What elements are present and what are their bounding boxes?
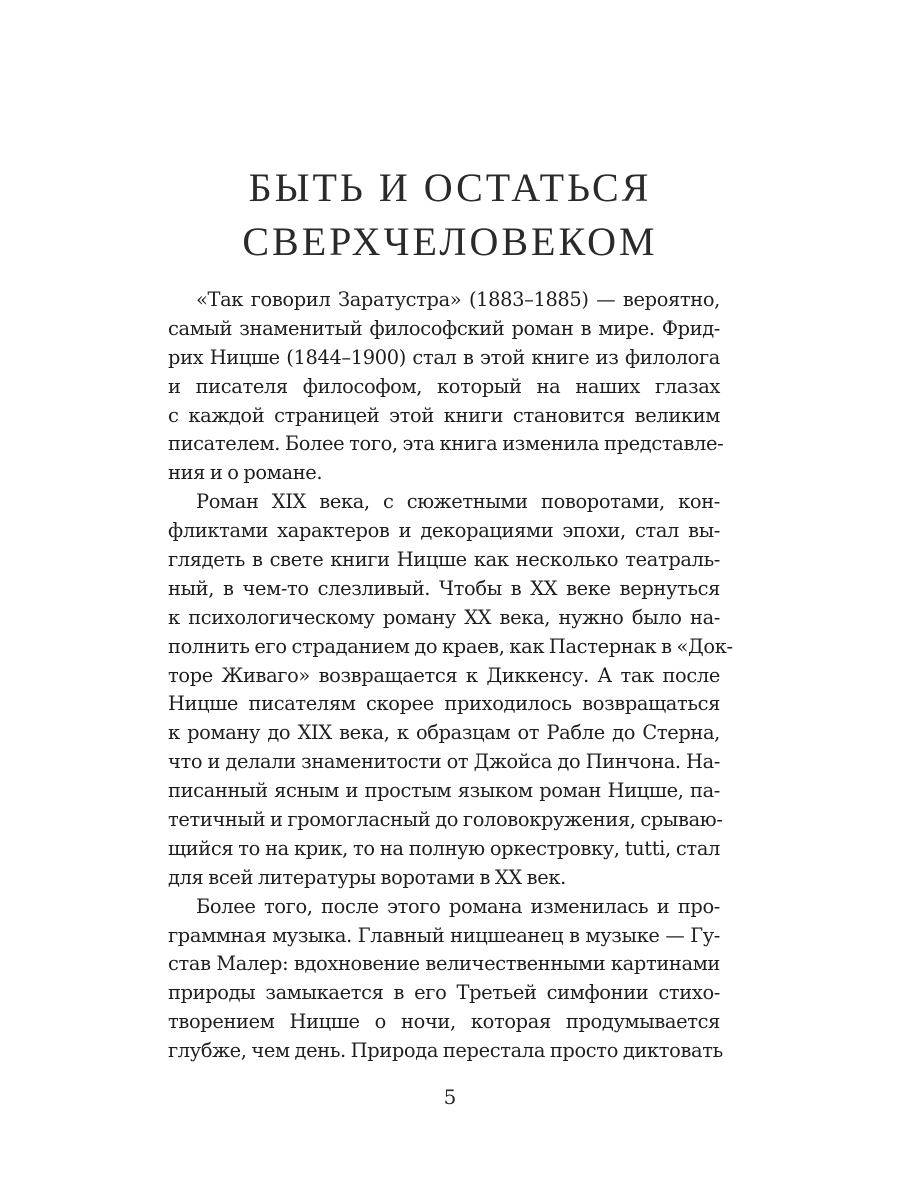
text-line: став Малер: вдохновение величественными картинами bbox=[168, 952, 720, 976]
text-line: писанный ясным и простым языком роман Ницше, па- bbox=[168, 779, 720, 803]
text-line: тетичный и громогласный до головокружения, срываю- bbox=[168, 808, 723, 832]
text-line: граммная музыка. Главный ницшеанец в музыке — Гу- bbox=[168, 923, 720, 947]
text-line: писателем. Более того, эта книга изменила представле- bbox=[168, 432, 724, 456]
text-line: творением Ницше о ночи, которая продумывается bbox=[168, 1010, 720, 1034]
chapter-title-line-1: БЫТЬ И ОСТАТЬСЯ bbox=[248, 165, 652, 210]
chapter-title-line-2: СВЕРХЧЕЛОВЕКОМ bbox=[242, 219, 658, 264]
page-number: 5 bbox=[443, 1085, 457, 1109]
text-line: торе Живаго» возвращается к Диккенсу. А так после bbox=[168, 663, 720, 687]
text-line: природы замыкается в его Третьей симфонии стихо- bbox=[168, 981, 720, 1005]
text-line: ный, в чем-то слезливый. Чтобы в XX веке вернуться bbox=[168, 576, 720, 600]
text-line: к роману до XIX века, к образцам от Рабле до Стерна, bbox=[168, 721, 720, 745]
text-line: что и делали знаменитости от Джойса до Пинчона. На- bbox=[168, 750, 720, 774]
text-line: самый знаменитый философский роман в мире. Фрид- bbox=[168, 316, 720, 340]
text-line: рих Ницше (1844–1900) стал в этой книге из филолога bbox=[168, 345, 720, 369]
text-line: Роман XIX века, с сюжетными поворотами, кон- bbox=[196, 490, 720, 514]
text-line: глядеть в свете книги Ницше как несколько театраль- bbox=[168, 548, 720, 572]
text-line: Ницше писателям скорее приходилось возвращаться bbox=[168, 692, 720, 716]
text-line: к психологическому роману XX века, нужно было на- bbox=[168, 605, 720, 629]
text-line: «Так говорил Заратустра» (1883–1885) — вероятно, bbox=[196, 288, 720, 311]
text-line: фликтами характеров и декорациями эпохи, стал вы- bbox=[168, 519, 720, 543]
text-line: щийся то на крик, то на полную оркестровку, tutti, стал bbox=[168, 836, 720, 860]
text-line: полнить его страданием до краев, как Пастернак в «Док- bbox=[168, 634, 733, 658]
text-line: глубже, чем день. Природа перестала просто диктовать bbox=[168, 1039, 723, 1063]
text-line: ния и о романе. bbox=[168, 461, 323, 485]
text-line: Более того, после этого романа изменилась и про- bbox=[196, 894, 720, 918]
text-line: и писателя философом, который на наших глазах bbox=[168, 374, 720, 398]
text-line: с каждой страницей этой книги становится великим bbox=[168, 403, 720, 427]
text-line: для всей литературы воротами в XX век. bbox=[168, 865, 566, 889]
body-text bbox=[168, 286, 733, 1066]
